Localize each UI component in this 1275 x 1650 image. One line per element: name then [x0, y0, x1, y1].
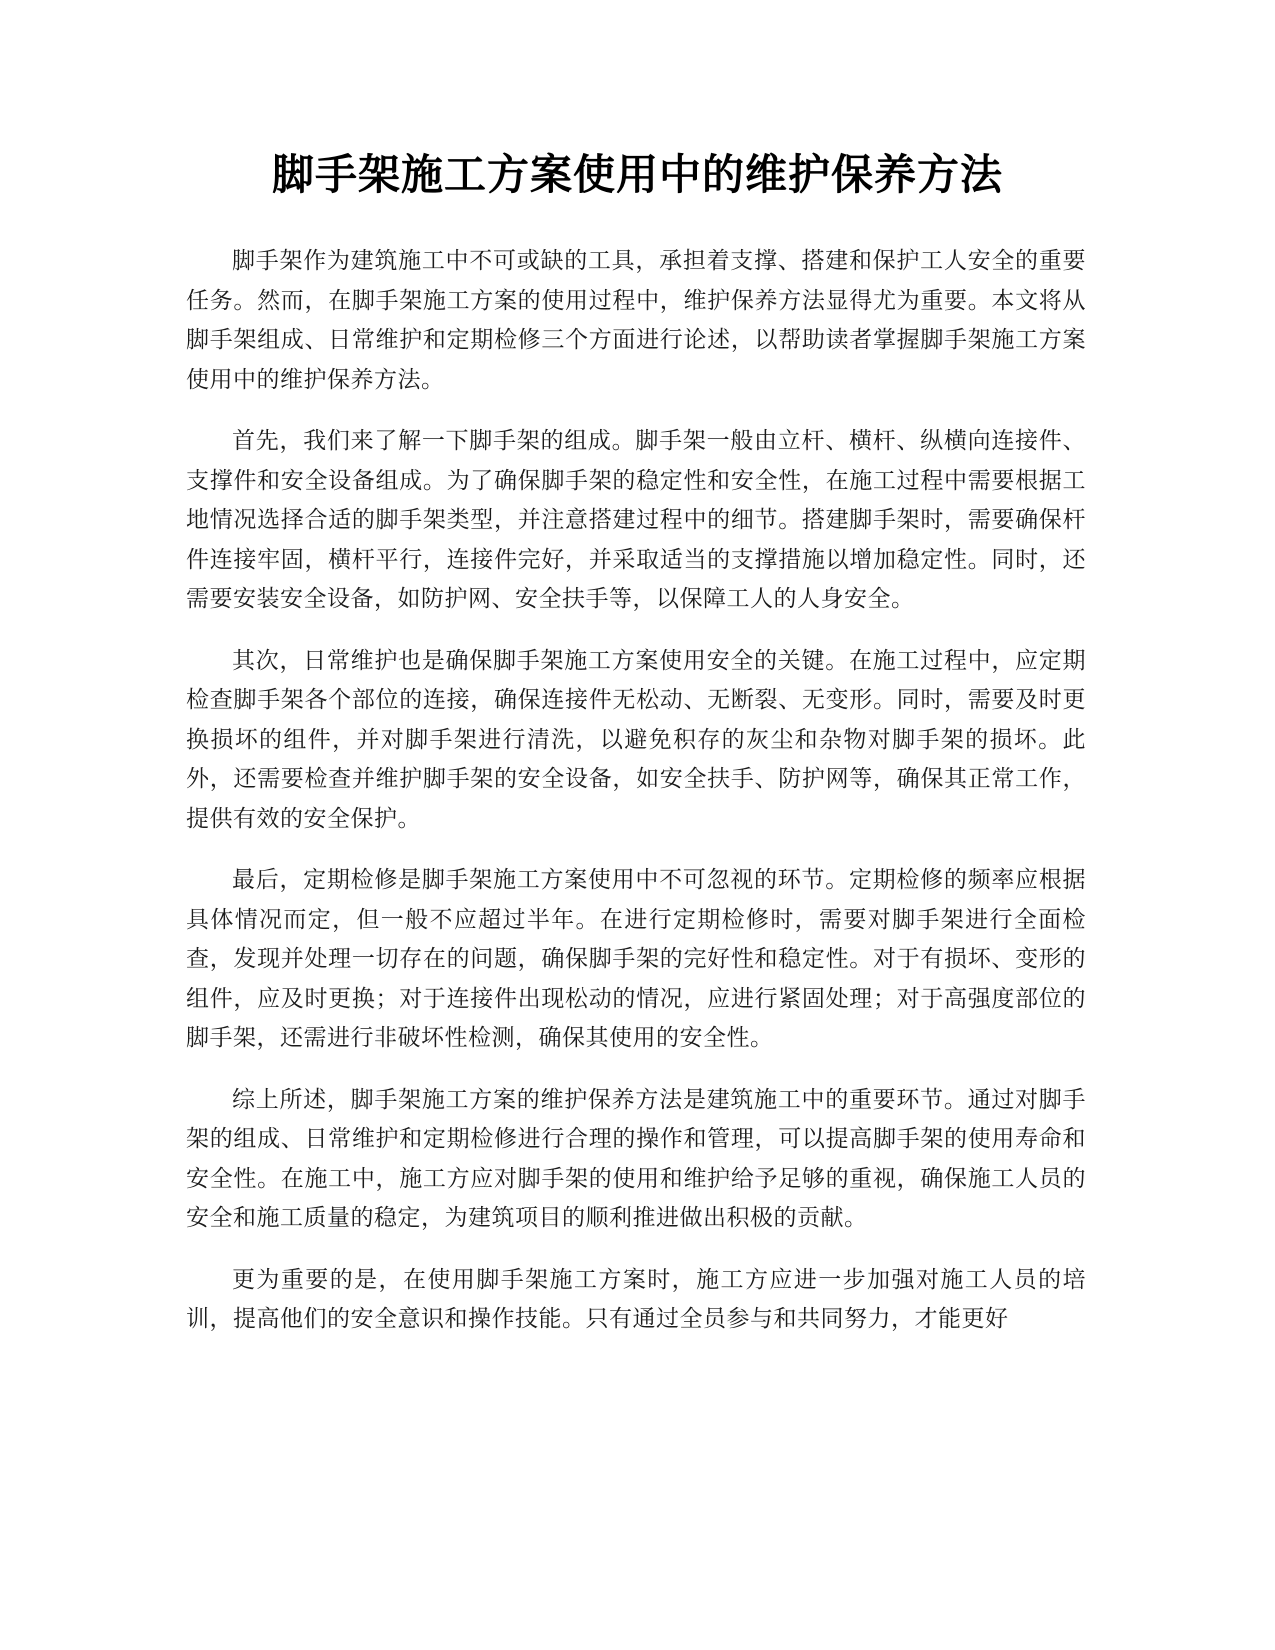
document-title: 脚手架施工方案使用中的维护保养方法	[271, 150, 1003, 199]
paragraph-summary: 综上所述，脚手架施工方案的维护保养方法是建筑施工中的重要环节。通过对脚手架的组成、日常维护和定期检修进行合理的操作和管理，可以提高脚手架的使用寿命和安全性。在施工中，施工方应对脚手架的使用和维护给予足够的重视，确保施工人员的安全和施工质量的稳定，为建筑项目的顺利推进做出积极的贡献。	[186, 1086, 1086, 1231]
paragraph-periodic-inspection: 最后，定期检修是脚手架施工方案使用中不可忽视的环节。定期检修的频率应根据具体情况而定，但一般不应超过半年。在进行定期检修时，需要对脚手架进行全面检查，发现并处理一切存在的问题，确保脚手架的完好性和稳定性。对于有损坏、变形的组件，应及时更换；对于连接件出现松动的情况，应进行紧固处理；对于高强度部位的脚手架，还需进行非破坏性检测，确保其使用的安全性。	[186, 867, 1086, 1051]
paragraph-training: 更为重要的是，在使用脚手架施工方案时，施工方应进一步加强对施工人员的培训，提高他们的安全意识和操作技能。只有通过全员参与和共同努力，才能更好	[186, 1266, 1086, 1332]
paragraph-intro: 脚手架作为建筑施工中不可或缺的工具，承担着支撑、搭建和保护工人安全的重要任务。然而，在脚手架施工方案的使用过程中，维护保养方法显得尤为重要。本文将从脚手架组成、日常维护和定期检修三个方面进行论述，以帮助读者掌握脚手架施工方案使用中的维护保养方法。	[186, 248, 1086, 393]
paragraph-daily-maintenance: 其次，日常维护也是确保脚手架施工方案使用安全的关键。在施工过程中，应定期检查脚手架各个部位的连接，确保连接件无松动、无断裂、无变形。同时，需要及时更换损坏的组件，并对脚手架进行清洗，以避免积存的灰尘和杂物对脚手架的损坏。此外，还需要检查并维护脚手架的安全设备，如安全扶手、防护网等，确保其正常工作，提供有效的安全保护。	[186, 647, 1086, 832]
document-body	[186, 242, 1086, 1362]
paragraph-composition: 首先，我们来了解一下脚手架的组成。脚手架一般由立杆、横杆、纵横向连接件、支撑件和安全设备组成。为了确保脚手架的稳定性和安全性，在施工过程中需要根据工地情况选择合适的脚手架类型，并注意搭建过程中的细节。搭建脚手架时，需要确保杆件连接牢固，横杆平行，连接件完好，并采取适当的支撑措施以增加稳定性。同时，还需要安装安全设备，如防护网、安全扶手等，以保障工人的人身安全。	[186, 428, 1086, 612]
